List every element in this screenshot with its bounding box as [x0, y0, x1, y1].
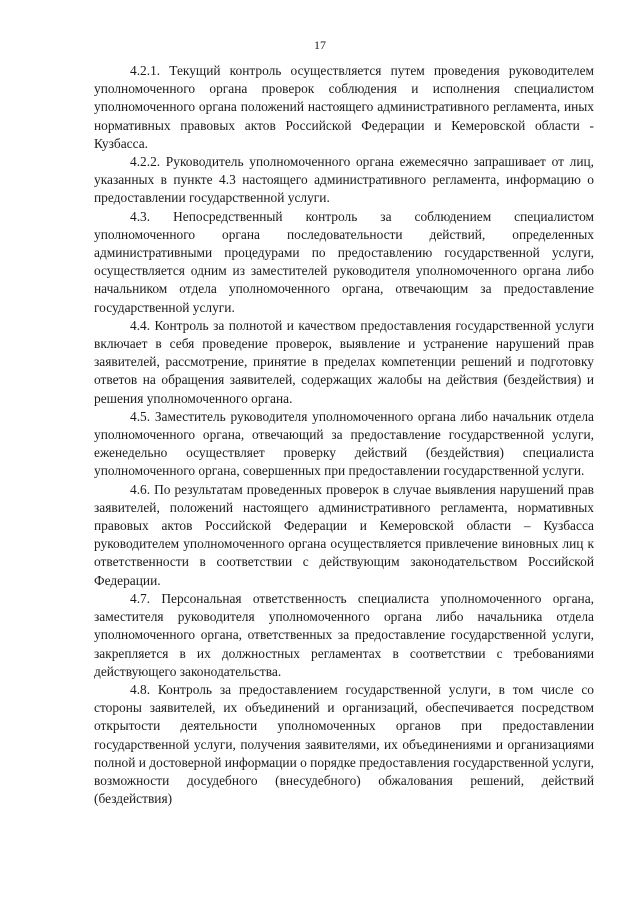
page-number: 17 [314, 38, 326, 52]
paragraph-4-5: 4.5. Заместитель руководителя уполномоченного органа либо начальник отдела уполномоченного органа, отвечающий за предоставление государственной услуги, еженедельно осуществляет проверку действий (бездействия) специалиста уполномоченного органа, совершенных при предоставлении государственной услуги. [94, 408, 594, 479]
paragraph-4-2-1: 4.2.1. Текущий контроль осуществляется путем проведения руководителем уполномоченного органа проверок соблюдения и исполнения специалистом уполномоченного органа положений настоящего административного регламента, иных нормативных правовых актов Российской Федерации и Кемеровской области - Кузбасса. [94, 63, 594, 151]
paragraph-4-2-2: 4.2.2. Руководитель уполномоченного органа ежемесячно запрашивает от лиц, указанных в пункте 4.3 настоящего административного регламента, информацию о предоставлении государственной услуги. [94, 154, 594, 206]
paragraph-4-4: 4.4. Контроль за полнотой и качеством предоставления государственной услуги включает в себя проведение проверок, выявление и устранение нарушений прав заявителей, рассмотрение, принятие в пределах компетенции решений и подготовку ответов на обращения заявителей, содержащих жалобы на действия (бездействия) и решения уполномоченного органа. [94, 317, 594, 406]
paragraph-4-6: 4.6. По результатам проведенных проверок в случае выявления нарушений прав заявителей, положений настоящего административного регламента, нормативных правовых актов Российской Федерации и Кемеровской области – Кузбасса руководителем уполномоченного органа осуществляется привлечение виновных лиц к ответственности в соответствии с действующим законодательством Российской Федерации. [94, 481, 594, 588]
paragraph-4-3: 4.3. Непосредственный контроль за соблюдением специалистом уполномоченного органа последовательности действий, определенных административными процедурами по предоставлению государственной услуги, осуществляется одним из заместителей руководителя уполномоченного органа либо начальником отдела уполномоченного органа, отвечающим за предоставление государственной услуги. [94, 208, 594, 315]
paragraph-4-8: 4.8. Контроль за предоставлением государственной услуги, в том числе со стороны заявителей, их объединений и организаций, обеспечивается посредством открытости деятельности уполномоченных органов при предоставлении государственной услуги, получения заявителями, их объединениями и организациями полной и достоверной информации о порядке предоставления государственной услуги, возможности досудебного (внесудебного) обжалования решений, действий (бездействия) [94, 681, 594, 807]
paragraph-4-7: 4.7. Персональная ответственность специалиста уполномоченного органа, заместителя руководителя уполномоченного органа либо начальника отдела уполномоченного органа, ответственных за предоставление государственной услуги, закрепляется в их должностных регламентах в соответствии с требованиями действующего законодательства. [94, 590, 594, 679]
document-body [94, 62, 594, 808]
